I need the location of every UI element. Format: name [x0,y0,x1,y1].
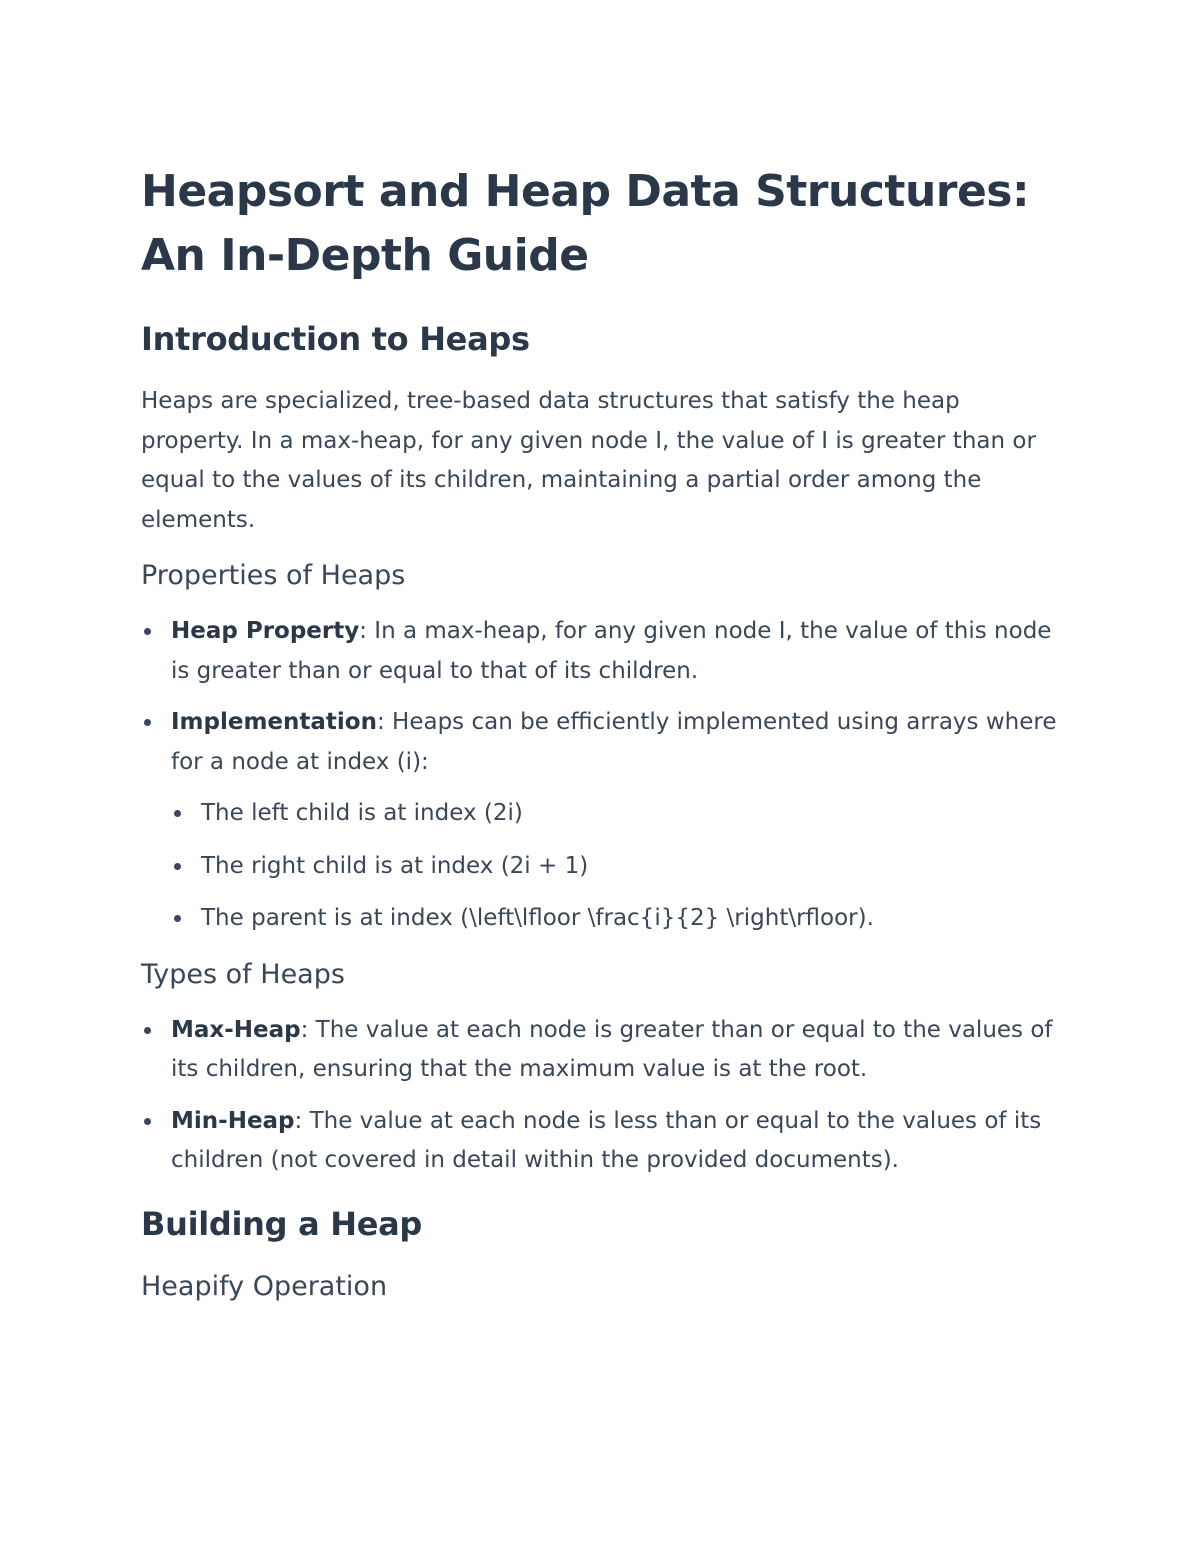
term-max-heap: Max-Heap [171,1016,301,1043]
sublist-item-parent: The parent is at index (\left\lfloor \frac{i}{2} \right\rfloor). [171,899,1061,939]
definition-max-heap: : The value at each node is greater than or equal to the values of its children, ensuring that the maximum value is at the root. [171,1016,1053,1082]
term-heap-property: Heap Property [171,618,360,644]
list-item-heap-property [141,612,1061,691]
sublist-item-right-child: The right child is at index (2i + 1) [171,847,1061,887]
list-item-min-heap [141,1102,1061,1181]
sublist-item-left-child: The left child is at index (2i) [171,794,1061,834]
implementation-sublist [171,794,1061,939]
section-heading-building: Building a Heap [141,1204,423,1243]
section-heading-introduction: Introduction to Heaps [141,320,530,358]
term-min-heap: Min-Heap [171,1107,295,1134]
definition-heap-property: : In a max-heap, for any given node I, the value of this node is greater than or equal to that of its children. [171,618,1052,684]
document-page [141,160,1061,1305]
document-title: Heapsort and Heap Data Structures: An In-Depth Guide [141,166,1030,281]
definition-implementation: : Heaps can be efficiently implemented using arrays where for a node at index (i): [171,709,1057,775]
subsection-heading-heapify: Heapify Operation [141,1270,388,1302]
term-implementation: Implementation [171,709,377,735]
subsection-heading-types: Types of Heaps [141,958,345,990]
properties-list [141,612,1061,939]
subsection-heading-properties: Properties of Heaps [141,560,406,591]
list-item-max-heap [141,1011,1061,1090]
definition-min-heap: : The value at each node is less than or equal to the values of its children (not covered in detail within the provided documents). [171,1107,1042,1173]
list-item-implementation [141,703,1061,939]
intro-paragraph: Heaps are specialized, tree-based data structures that satisfy the heap property. In a max-heap, for any given node I, the value of I is greater than or equal to the values of its children, maintaining a partial order among the elements. [141,388,1036,533]
types-list [141,1011,1061,1181]
